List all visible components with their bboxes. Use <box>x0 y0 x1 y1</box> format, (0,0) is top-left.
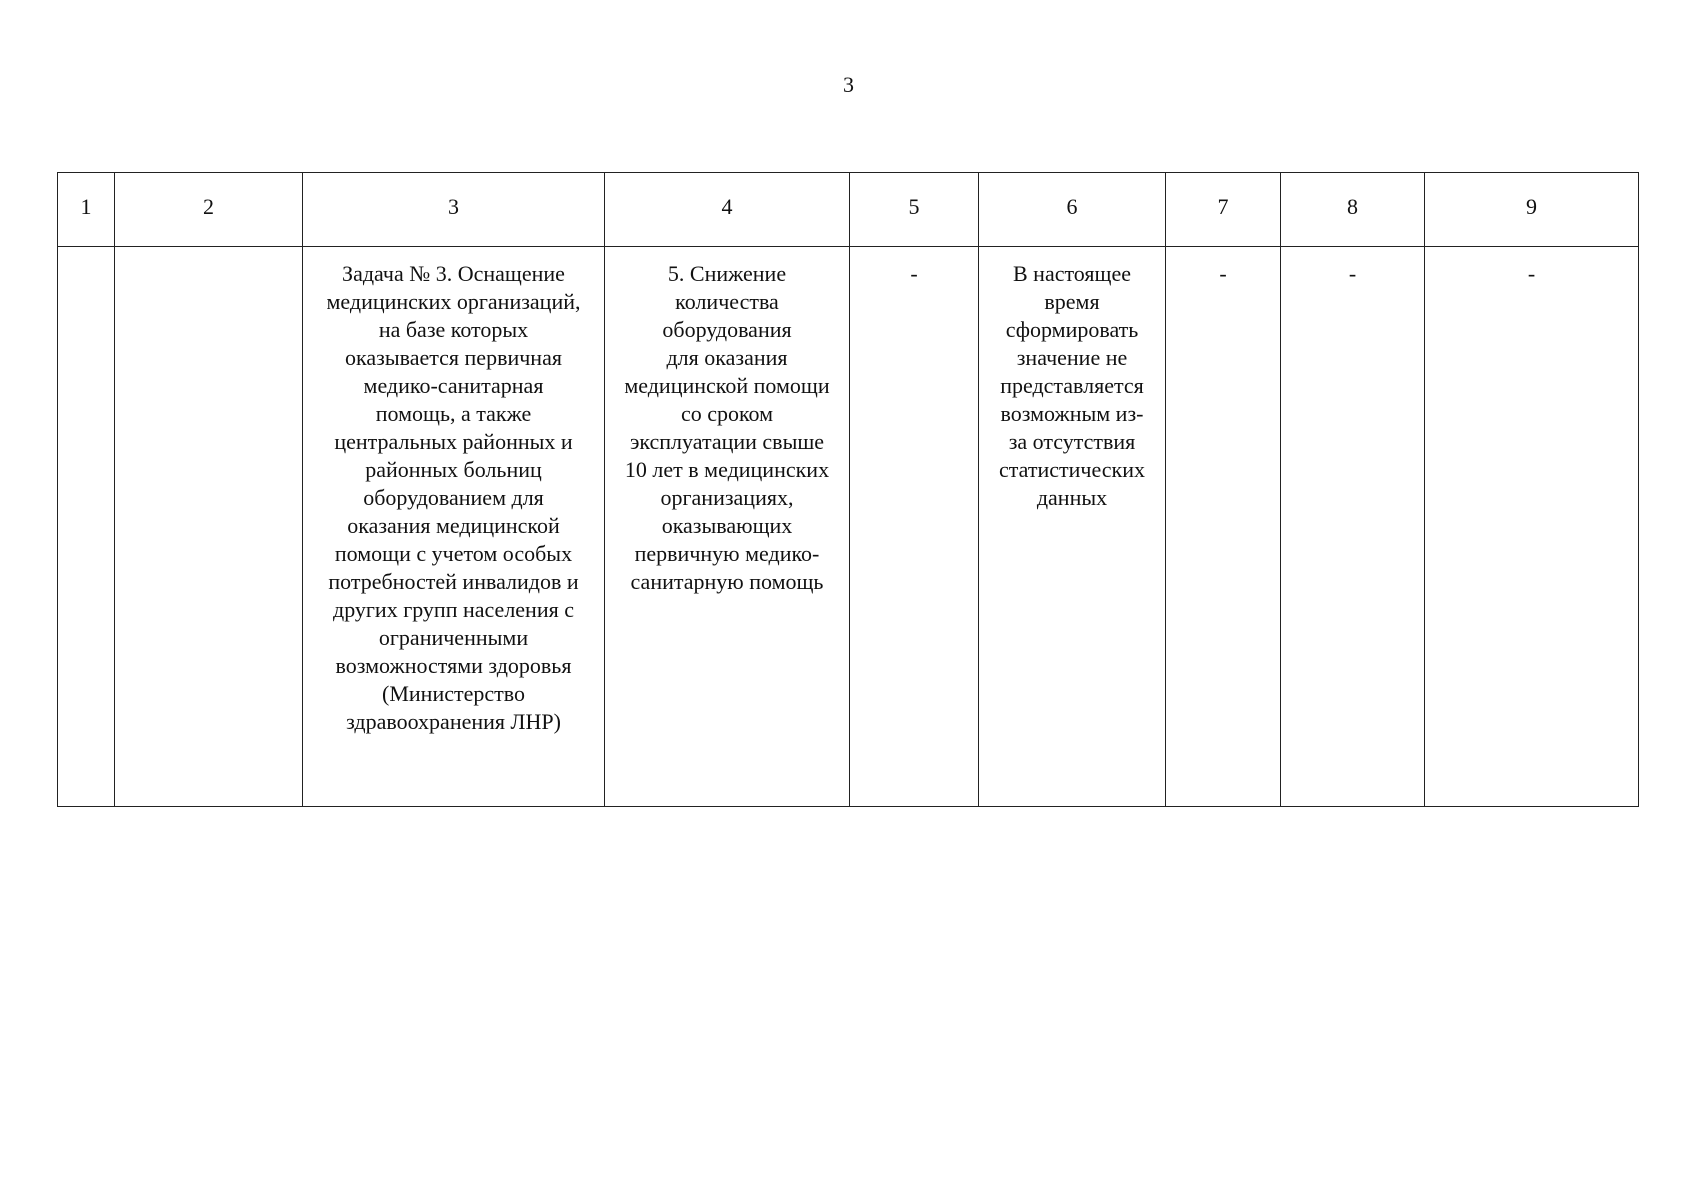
table-cell-5 <box>850 247 979 807</box>
column-header-9: 9 <box>1425 173 1639 247</box>
table-cell-indicator <box>605 247 850 807</box>
cell-8-text: - <box>1348 261 1357 286</box>
column-header-3: 3 <box>303 173 605 247</box>
table-cell-note <box>979 247 1166 807</box>
column-header-6: 6 <box>979 173 1166 247</box>
column-header-1: 1 <box>58 173 115 247</box>
task-description: Задача № 3. Оснащение медицинских организаций, на базе которых оказывается первичная медико-санитарная помощь, а также центральных районных и районных больниц оборудованием для оказания медицинской помощи с учетом особых потребностей инвалидов и других групп населения с ограниченными возможностями здоровья (Министерство здравоохранения ЛНР) <box>326 261 581 734</box>
document-table <box>57 172 1639 807</box>
table-cell-task <box>303 247 605 807</box>
cell-7-text: - <box>1219 261 1227 286</box>
indicator-description: 5. Снижение количества оборудования для оказания медицинской помощи со сроком эксплуатации свыше 10 лет в медицинских организациях, оказывающих первичную медико- санитарную помощь <box>624 261 830 594</box>
column-header-7: 7 <box>1166 173 1281 247</box>
cell-5-text: - <box>910 261 918 286</box>
column-header-5: 5 <box>850 173 979 247</box>
table-row <box>58 247 1639 807</box>
table-cell-2 <box>115 247 303 807</box>
column-header-2: 2 <box>115 173 303 247</box>
page-number: 3 <box>843 72 854 97</box>
note-text: В настоящее время сформировать значение не представляется возможным из- за отсутствия статистических данных <box>999 261 1145 510</box>
column-header-4: 4 <box>605 173 850 247</box>
table-cell-1 <box>58 247 115 807</box>
table-header-row <box>58 173 1639 247</box>
table-cell-9 <box>1425 247 1639 807</box>
column-header-8: 8 <box>1281 173 1425 247</box>
table-cell-7 <box>1166 247 1281 807</box>
cell-9-text: - <box>1527 261 1536 286</box>
table-cell-8 <box>1281 247 1425 807</box>
